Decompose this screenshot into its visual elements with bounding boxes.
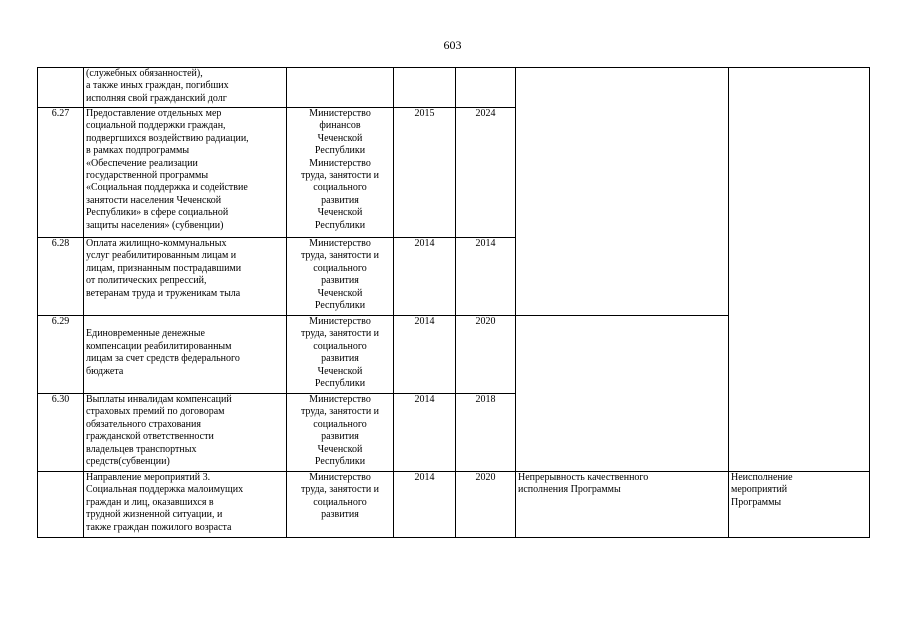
end-year: 2024 [456, 108, 516, 238]
end-year: 2014 [456, 238, 516, 316]
row-number: 6.27 [38, 108, 84, 238]
executor: Министерство труда, занятости и социального развития [287, 472, 394, 538]
consequence: Неисполнение мероприятий Программы [729, 472, 870, 538]
measure-description: Единовременные денежные компенсации реабилитированным лицам за счет средств федерального бюджета [84, 316, 287, 394]
measure-description: Предоставление отдельных мер социальной поддержки граждан, подвергшихся воздействию радиации, в рамках подпрограммы «Обеспечение реализации государственной программы «Социальная поддержка и содействие занятости населения Чеченской Республики» в сфере социальной защиты населения» (субвенции) [84, 108, 287, 238]
executor: Министерство финансов Чеченской Республики Министерство труда, занятости и социального развития Чеченской Республики [287, 108, 394, 238]
consequence [729, 68, 870, 472]
start-year [394, 68, 456, 108]
measures-table [37, 67, 870, 538]
row-number [38, 68, 84, 108]
start-year: 2014 [394, 394, 456, 472]
measure-description: Выплаты инвалидам компенсаций страховых премий по договорам обязательного страхования гражданской ответственности владельцев транспортных средств(субвенции) [84, 394, 287, 472]
measure-description: Направление мероприятий 3. Социальная поддержка малоимущих граждан и лиц, оказавшихся в трудной жизненной ситуации, и также граждан пожилого возраста [84, 472, 287, 538]
expected-result [516, 68, 729, 316]
end-year: 2020 [456, 316, 516, 394]
table-row [38, 472, 870, 538]
measure-description: Оплата жилищно-коммунальных услуг реабилитированным лицам и лицам, признанным пострадавшими от политических репрессий, ветеранам труда и труженикам тыла [84, 238, 287, 316]
executor [287, 68, 394, 108]
start-year: 2014 [394, 472, 456, 538]
expected-result: Непрерывность качественного исполнения Программы [516, 472, 729, 538]
measure-description: (служебных обязанностей), а также иных граждан, погибших исполняя свой гражданский долг [84, 68, 287, 108]
start-year: 2014 [394, 316, 456, 394]
row-number: 6.30 [38, 394, 84, 472]
row-number: 6.29 [38, 316, 84, 394]
end-year: 2018 [456, 394, 516, 472]
row-number: 6.28 [38, 238, 84, 316]
expected-result [516, 316, 729, 472]
start-year: 2015 [394, 108, 456, 238]
end-year [456, 68, 516, 108]
page-number: 603 [443, 38, 462, 52]
start-year: 2014 [394, 238, 456, 316]
executor: Министерство труда, занятости и социального развития Чеченской Республики [287, 238, 394, 316]
end-year: 2020 [456, 472, 516, 538]
executor: Министерство труда, занятости и социального развития Чеченской Республики [287, 394, 394, 472]
executor: Министерство труда, занятости и социального развития Чеченской Республики [287, 316, 394, 394]
table-row [38, 68, 870, 108]
row-number [38, 472, 84, 538]
